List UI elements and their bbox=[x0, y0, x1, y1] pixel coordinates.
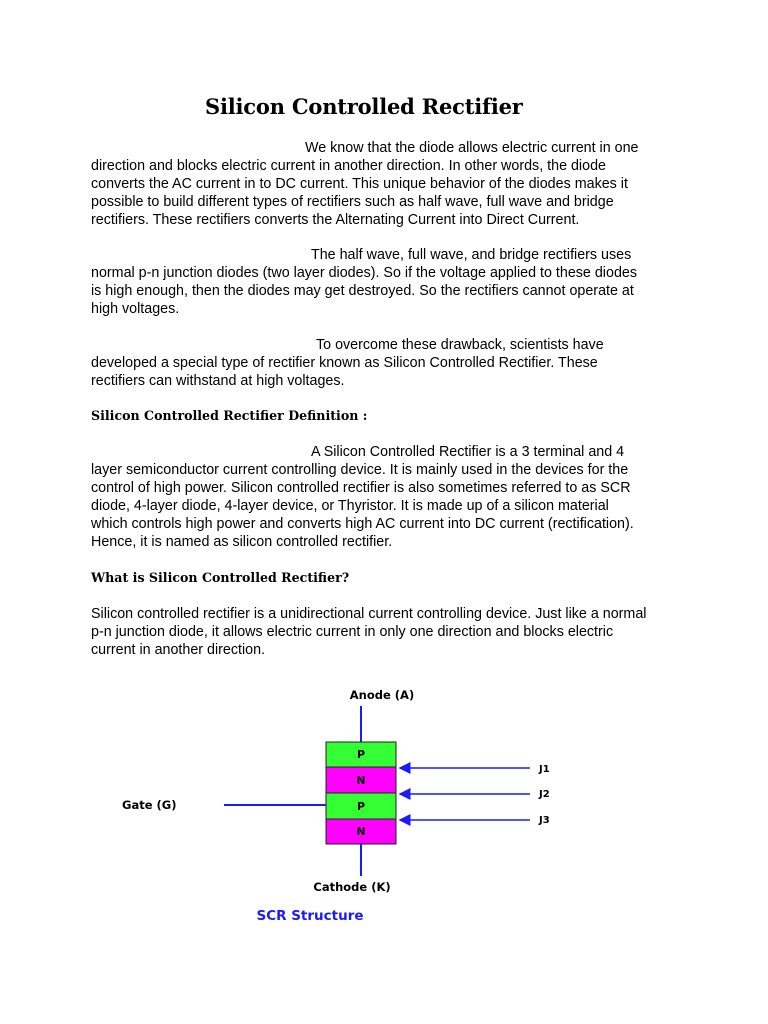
paragraph-line: possible to build different types of rectifiers such as half wave, full wave and bridge bbox=[91, 194, 614, 210]
paragraph-line: p-n junction diode, it allows electric current in only one direction and blocks electric bbox=[91, 624, 614, 640]
paragraph-line: is high enough, then the diodes may get destroyed. So the rectifiers cannot operate at bbox=[91, 283, 634, 299]
paragraph-line: current in another direction. bbox=[91, 642, 266, 658]
definition-paragraph bbox=[91, 443, 681, 551]
half-wave-paragraph bbox=[91, 246, 681, 318]
page-title: Silicon Controlled Rectifier bbox=[205, 94, 523, 119]
paragraph-line: control of high power. Silicon controlled rectifier is also sometimes referred to as SCR bbox=[91, 480, 631, 496]
paragraph-line: To overcome these drawback, scientists have bbox=[316, 337, 604, 353]
paragraph-line: rectifiers can withstand at high voltages. bbox=[91, 373, 345, 389]
paragraph-line: diode, 4-layer diode, 4-layer device, or Thyristor. It is made up of a silicon material bbox=[91, 498, 609, 514]
layer-label: N bbox=[356, 774, 366, 787]
paragraph-line: normal p-n junction diodes (two layer diodes). So if the voltage applied to these diodes bbox=[91, 265, 637, 281]
paragraph-line: direction and blocks electric current in another direction. In other words, the diode bbox=[91, 158, 606, 174]
anode-label: Anode (A) bbox=[349, 688, 415, 702]
paragraph-line: Hence, it is named as silicon controlled rectifier. bbox=[91, 534, 393, 550]
junction-label: J3 bbox=[539, 815, 550, 826]
cathode-label: Cathode (K) bbox=[313, 880, 391, 894]
intro-paragraph bbox=[91, 139, 681, 229]
paragraph-line: layer semiconductor current controlling device. It is mainly used in the devices for the bbox=[91, 462, 629, 478]
layer-label: P bbox=[356, 748, 366, 761]
definition-heading: Silicon Controlled Rectifier Definition : bbox=[91, 408, 368, 423]
paragraph-line: which controls high power and converts high AC current into DC current (rectification). bbox=[91, 516, 634, 532]
junction-label: J2 bbox=[539, 789, 550, 800]
scr-layer-stack bbox=[326, 742, 396, 844]
paragraph-line: rectifiers. These rectifiers converts the Alternating Current into Direct Current. bbox=[91, 212, 580, 228]
gate-label: Gate (G) bbox=[122, 798, 177, 812]
layer-label: P bbox=[356, 800, 366, 813]
paragraph-line: high voltages. bbox=[91, 301, 180, 317]
junction-label: J1 bbox=[539, 764, 550, 775]
paragraph-line: A Silicon Controlled Rectifier is a 3 terminal and 4 bbox=[311, 444, 625, 460]
paragraph-line: developed a special type of rectifier known as Silicon Controlled Rectifier. These bbox=[91, 355, 598, 371]
paragraph-line: converts the AC current in to DC current. This unique behavior of the diodes makes it bbox=[91, 176, 628, 192]
what-is-heading: What is Silicon Controlled Rectifier? bbox=[91, 570, 350, 585]
scr-structure-diagram bbox=[110, 680, 580, 930]
layer-label: N bbox=[356, 825, 366, 838]
figure-caption: SCR Structure bbox=[256, 908, 364, 924]
paragraph-line: We know that the diode allows electric current in one bbox=[305, 140, 639, 156]
what-is-paragraph bbox=[91, 605, 681, 659]
paragraph-line: Silicon controlled rectifier is a unidirectional current controlling device. Just like a normal bbox=[91, 606, 647, 622]
drawback-paragraph bbox=[91, 336, 681, 390]
paragraph-line: The half wave, full wave, and bridge rectifiers uses bbox=[311, 247, 632, 263]
